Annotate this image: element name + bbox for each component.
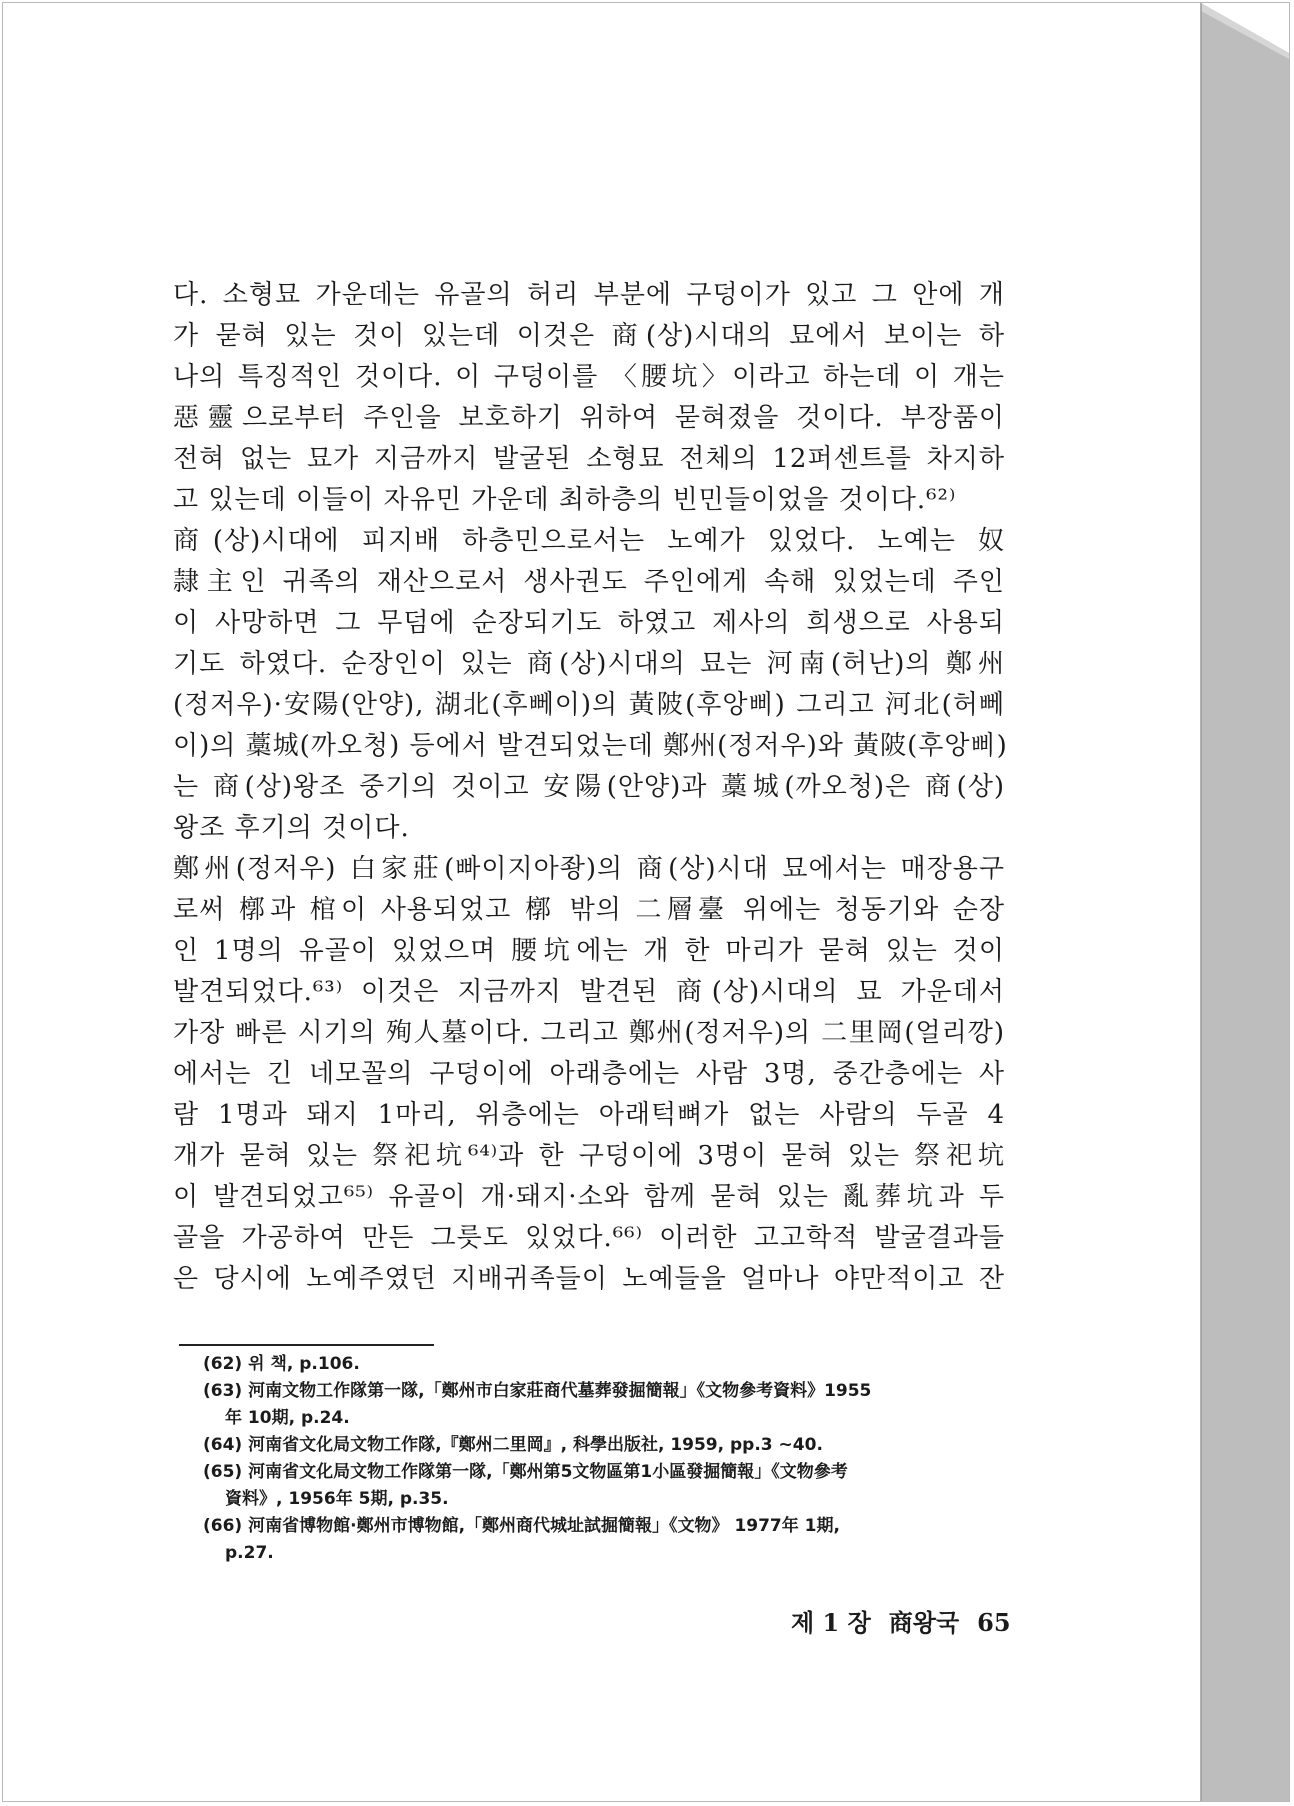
- text-line: 나의 특징적인 것이다. 이 구덩이를 〈腰坑〉이라고 하는데 이 개는: [173, 362, 1005, 392]
- text-line: 개가 묻혀 있는 祭祀坑⁶⁴⁾과 한 구덩이에 3명이 묻혀 있는 祭祀坑: [173, 1141, 1005, 1171]
- footnote-line: 資料》, 1956年 5期, p.35.: [225, 1489, 449, 1509]
- text-line: (정저우)·安陽(안양), 湖北(후뻬이)의 黃陂(후앙삐) 그리고 河北(허뻬: [173, 690, 1005, 720]
- paragraph-3: [173, 849, 1005, 1300]
- text-line: 는 商(상)왕조 중기의 것이고 安陽(안양)과 藁城(까오청)은 商(상): [173, 772, 1005, 802]
- text-line: 로써 槨과 棺이 사용되었고 槨 밖의 二層臺 위에는 청동기와 순장: [173, 895, 1005, 925]
- footnotes: [203, 1351, 1013, 1567]
- text-line: 람 1명과 돼지 1마리, 위층에는 아래턱뼈가 없는 사람의 두골 4: [173, 1100, 1005, 1130]
- page-number: 65: [977, 1608, 1011, 1637]
- text-line: 인 1명의 유골이 있었으며 腰坑에는 개 한 마리가 묻혀 있는 것이: [173, 936, 1005, 966]
- text-line: 골을 가공하여 만든 그릇도 있었다.⁶⁶⁾ 이러한 고고학적 발굴결과들: [173, 1223, 1005, 1253]
- text-line: 전혀 없는 묘가 지금까지 발굴된 소형묘 전체의 12퍼센트를 차지하: [173, 444, 1005, 474]
- text-line: 隷主인 귀족의 재산으로서 생사권도 주인에게 속해 있었는데 주인: [173, 567, 1005, 597]
- text-line: 惡靈으로부터 주인을 보호하기 위하여 묻혀졌을 것이다. 부장품이: [173, 403, 1005, 433]
- paragraph-2: [173, 521, 1008, 849]
- footnote-rule: [179, 1344, 434, 1346]
- text-line: 왕조 후기의 것이다.: [173, 813, 410, 843]
- page-footer: [773, 1603, 1011, 1638]
- text-line: 이 발견되었고⁶⁵⁾ 유골이 개·돼지·소와 함께 묻혀 있는 亂葬坑과 두: [173, 1182, 1005, 1212]
- footer-title: 商왕국: [888, 1608, 960, 1637]
- footer-chapter: 제 1 장: [791, 1608, 871, 1637]
- text-line: 鄭州(정저우) 白家莊(빠이지아좡)의 商(상)시대 묘에서는 매장용구: [173, 854, 1005, 884]
- body-text: [173, 275, 1008, 1300]
- text-line: 다. 소형묘 가운데는 유골의 허리 부분에 구덩이가 있고 그 안에 개: [173, 280, 1005, 310]
- book-edge-face: [1201, 3, 1289, 1801]
- text-line: 은 당시에 노예주였던 지배귀족들이 노예들을 얼마나 야만적이고 잔: [173, 1264, 1005, 1294]
- footnote-line: (66) 河南省博物館·鄭州市博物館,「鄭州商代城址試掘簡報」《文物》 1977年 1期,: [203, 1516, 840, 1536]
- footnote-line: p.27.: [225, 1543, 274, 1563]
- footnote-line: (62) 위 책, p.106.: [203, 1354, 360, 1374]
- text-line: 商(상)시대에 피지배 하층민으로서는 노예가 있었다. 노예는 奴: [173, 526, 1005, 556]
- page-frame: [2, 2, 1290, 1802]
- text-line: 고 있는데 이들이 자유민 가운데 최하층의 빈민들이었을 것이다.⁶²⁾: [173, 485, 957, 515]
- text-line: 기도 하였다. 순장인이 있는 商(상)시대의 묘는 河南(허난)의 鄭州: [173, 649, 1005, 679]
- text-line: 가장 빠른 시기의 殉人墓이다. 그리고 鄭州(정저우)의 二里岡(얼리깡): [173, 1018, 1005, 1048]
- text-line: 이 사망하면 그 무덤에 순장되기도 하였고 제사의 희생으로 사용되: [173, 608, 1005, 638]
- footnote-line: 年 10期, p.24.: [225, 1408, 350, 1428]
- footnote-line: (63) 河南文物工作隊第一隊,「鄭州市白家莊商代墓葬發掘簡報」《文物參考資料》1955: [203, 1381, 872, 1401]
- paragraph-1: [173, 275, 1005, 521]
- text-line: 에서는 긴 네모꼴의 구덩이에 아래층에는 사람 3명, 중간층에는 사: [173, 1059, 1005, 1089]
- text-line: 이)의 藁城(까오청) 등에서 발견되었는데 鄭州(정저우)와 黃陂(후앙삐): [173, 731, 1008, 761]
- footnote-line: (65) 河南省文化局文物工作隊第一隊,「鄭州第5文物區第1小區發掘簡報」《文物參考: [203, 1462, 848, 1482]
- text-line: 가 묻혀 있는 것이 있는데 이것은 商(상)시대의 묘에서 보이는 하: [173, 321, 1005, 351]
- text-line: 발견되었다.⁶³⁾ 이것은 지금까지 발견된 商(상)시대의 묘 가운데서: [173, 977, 1005, 1007]
- footnote-line: (64) 河南省文化局文物工作隊,『鄭州二里岡』, 科學出版社, 1959, pp.3 ~40.: [203, 1435, 823, 1455]
